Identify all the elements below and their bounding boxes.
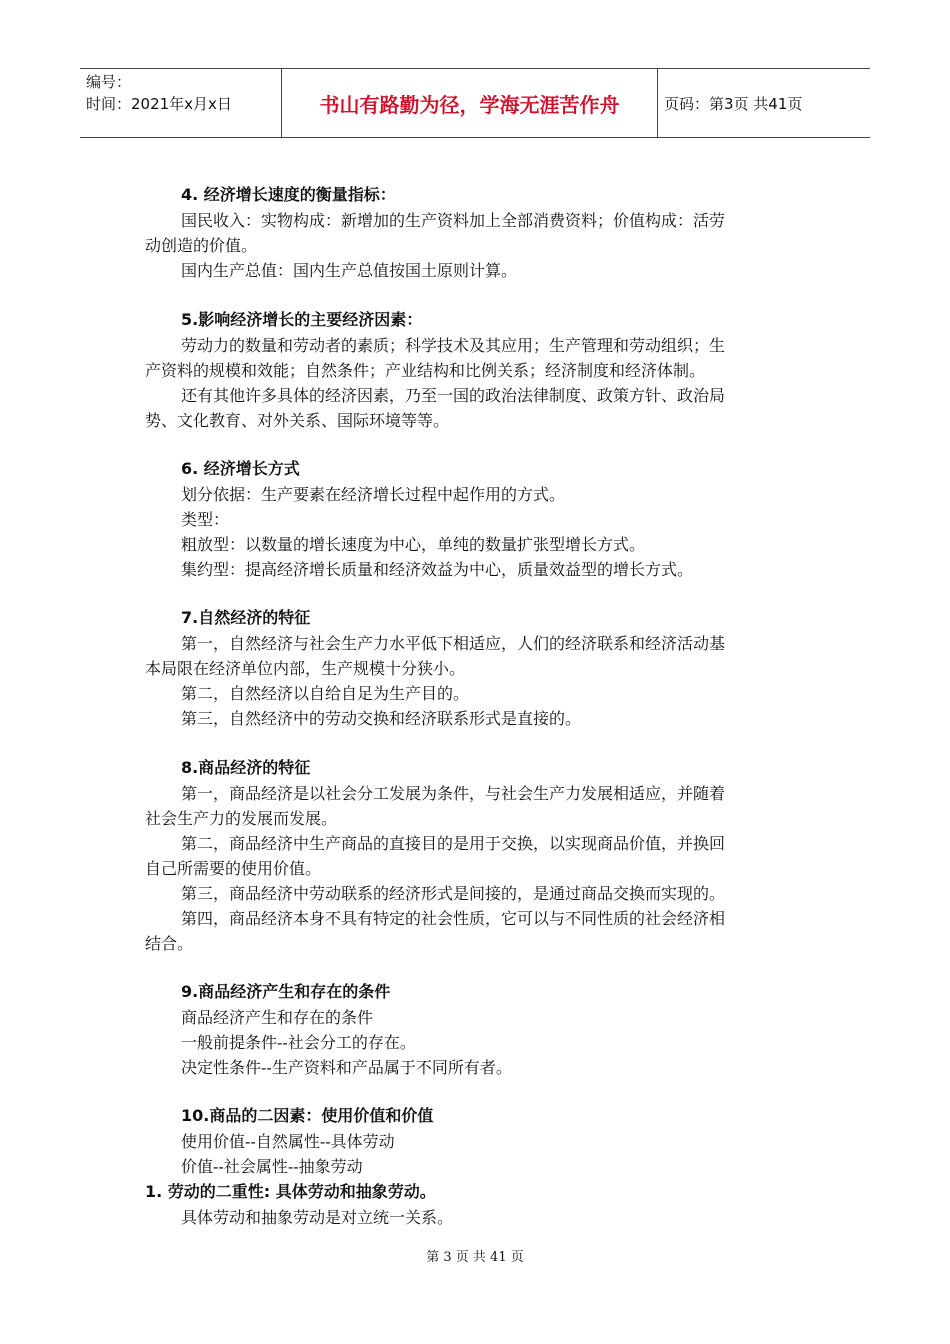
paragraph-line: 第一，商品经济是以社会分工发展为条件，与社会生产力发展相适应，并随着 — [181, 784, 726, 803]
section-title: 4. 经济增长速度的衡量指标： — [181, 185, 396, 204]
serial-label: 编号： — [86, 73, 132, 91]
paragraph-line: 使用价值--自然属性--具体劳动 — [181, 1132, 395, 1151]
section-title: 8.商品经济的特征 — [181, 758, 311, 777]
paragraph-line: 国民收入：实物构成：新增加的生产资料加上全部消费资料；价值构成：活劳 — [181, 211, 726, 230]
paragraph-line: 一般前提条件--社会分工的存在。 — [181, 1033, 416, 1052]
paragraph-line: 粗放型：以数量的增长速度为中心，单纯的数量扩张型增长方式。 — [181, 535, 646, 554]
paragraph-line: 第一，自然经济与社会生产力水平低下相适应，人们的经济联系和经济活动基 — [181, 634, 726, 653]
paragraph-line: 决定性条件--生产资料和产品属于不同所有者。 — [181, 1058, 512, 1077]
paragraph-line: 第三，自然经济中的劳动交换和经济联系形式是直接的。 — [181, 709, 582, 728]
paragraph-line: 第二，自然经济以自给自足为生产目的。 — [181, 684, 470, 703]
page-header — [80, 68, 870, 138]
paragraph-line: 本局限在经济单位内部，生产规模十分狭小。 — [145, 659, 466, 678]
paragraph-line: 第四，商品经济本身不具有特定的社会性质，它可以与不同性质的社会经济相 — [181, 909, 726, 928]
paragraph-line: 结合。 — [145, 934, 194, 953]
paragraph-line: 劳动力的数量和劳动者的素质；科学技术及其应用；生产管理和劳动组织；生 — [181, 336, 726, 355]
section-title: 7.自然经济的特征 — [181, 608, 311, 627]
section-title: 6. 经济增长方式 — [181, 459, 300, 478]
paragraph-line: 价值--社会属性--抽象劳动 — [181, 1157, 363, 1176]
paragraph-line: 第三，商品经济中劳动联系的经济形式是间接的，是通过商品交换而实现的。 — [181, 884, 726, 903]
paragraph-line: 产资料的规模和效能；自然条件；产业结构和比例关系；经济制度和经济体制。 — [145, 361, 706, 380]
header-meta — [80, 69, 282, 137]
header-motto: 书山有路勤为径，学海无涯苦作舟 — [282, 69, 658, 137]
paragraph-line: 社会生产力的发展而发展。 — [145, 809, 338, 828]
paragraph-line: 具体劳动和抽象劳动是对立统一关系。 — [181, 1208, 454, 1227]
page-footer: 第 3 页 共 41 页 — [426, 1250, 524, 1265]
paragraph-line: 势、文化教育、对外关系、国际环境等等。 — [145, 411, 450, 430]
date-label: 时间：2021年x月x日 — [86, 95, 232, 113]
paragraph-line: 第二，商品经济中生产商品的直接目的是用于交换，以实现商品价值，并换回 — [181, 834, 726, 853]
paragraph-line: 类型： — [181, 510, 230, 529]
header-page-number: 页码：第3页 共41页 — [664, 94, 803, 113]
section-title: 9.商品经济产生和存在的条件 — [181, 982, 391, 1001]
section-title: 1. 劳动的二重性: 具体劳动和抽象劳动。 — [145, 1182, 436, 1201]
paragraph-line: 商品经济产生和存在的条件 — [181, 1008, 374, 1027]
paragraph-line: 动创造的价值。 — [145, 236, 258, 255]
section-title: 10.商品的二因素：使用价值和价值 — [181, 1106, 434, 1125]
paragraph-line: 集约型：提高经济增长质量和经济效益为中心，质量效益型的增长方式。 — [181, 560, 694, 579]
paragraph-line: 划分依据：生产要素在经济增长过程中起作用的方式。 — [181, 485, 566, 504]
paragraph-line: 还有其他许多具体的经济因素，乃至一国的政治法律制度、政策方针、政治局 — [181, 386, 726, 405]
paragraph-line: 国内生产总值：国内生产总值按国土原则计算。 — [181, 261, 518, 280]
paragraph-line: 自己所需要的使用价值。 — [145, 859, 322, 878]
section-title: 5.影响经济增长的主要经济因素： — [181, 310, 423, 329]
